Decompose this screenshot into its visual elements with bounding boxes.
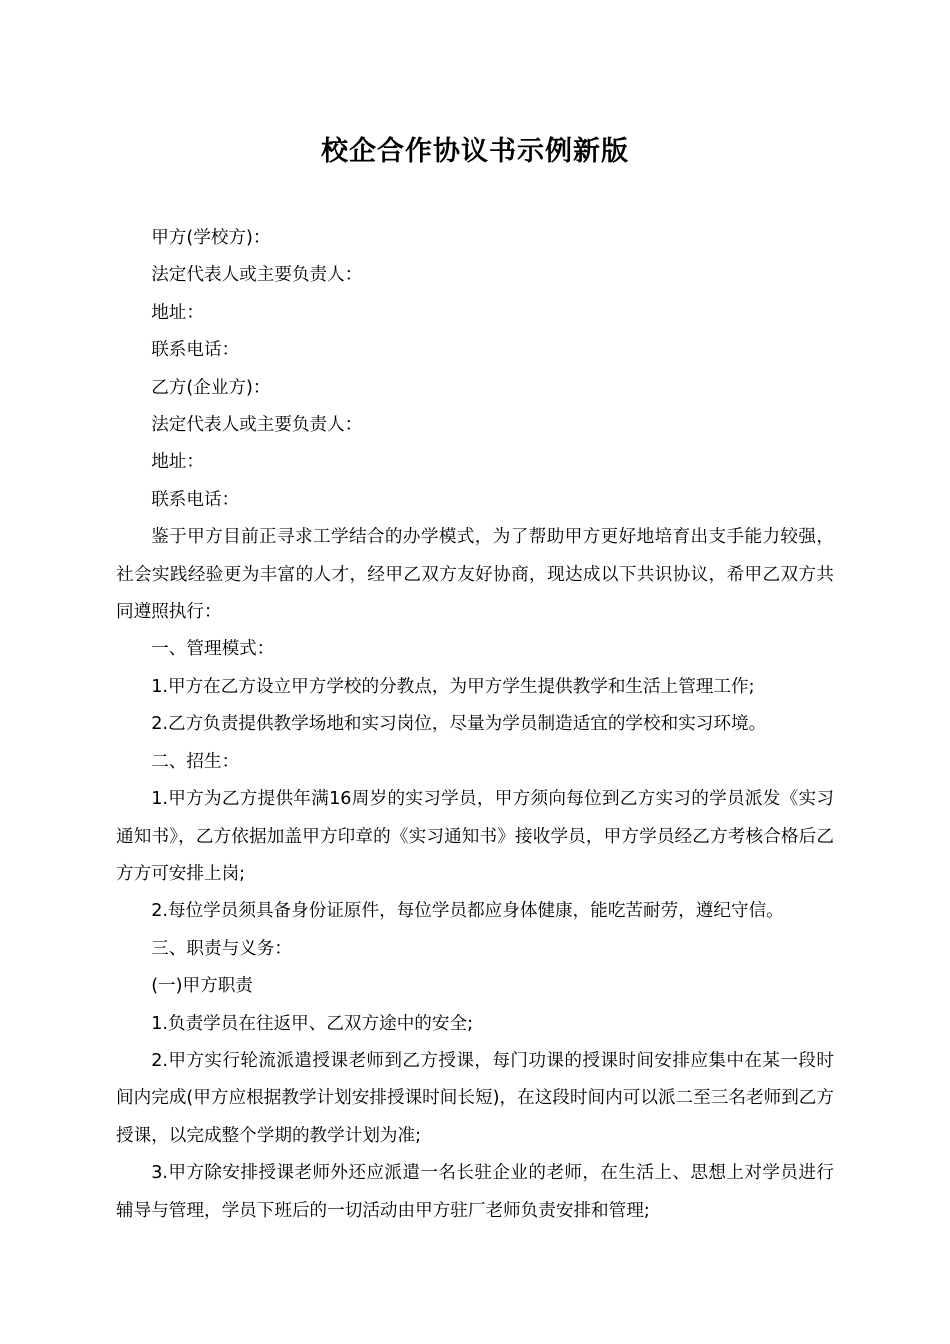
party-b-address: 地址： xyxy=(151,452,204,473)
management-clause-2: 2.乙方负责提供教学场地和实习岗位，尽量为学员制造适宜的学校和实习环境。 xyxy=(151,714,767,735)
duty-clause-2: 2.甲方实行轮流派遣授课老师到乙方授课，每门功课的授课时间安排应集中在某一段时间内完成(甲方应根据教学计划安排授课时间长短)，在这段时间内可以派二至三名老师到乙方授课，以完成整个学期的教学计划为准; xyxy=(116,1050,834,1146)
subsection-heading-party-a-duties: (一)甲方职责 xyxy=(151,976,253,997)
duty-clause-1: 1.负责学员在往返甲、乙双方途中的安全; xyxy=(151,1013,473,1034)
party-b-label: 乙方(企业方)： xyxy=(151,377,271,398)
duty-clause-3: 3.甲方除安排授课老师外还应派遣一名长驻企业的老师，在生活上、思想上对学员进行辅导与管理，学员下班后的一切活动由甲方驻厂老师负责安排和管理; xyxy=(116,1163,834,1221)
party-b-representative: 法定代表人或主要负责人： xyxy=(151,415,363,436)
document-title: 校企合作协议书示例新版 xyxy=(321,136,629,167)
section-heading-enrollment: 二、招生： xyxy=(151,751,240,772)
party-a-representative: 法定代表人或主要负责人： xyxy=(151,265,363,286)
preamble-paragraph: 鉴于甲方目前正寻求工学结合的办学模式，为了帮助甲方更好地培育出支手能力较强，社会实践经验更为丰富的人才，经甲乙双方友好协商，现达成以下共识协议，希甲乙双方共同遵照执行： xyxy=(116,527,834,623)
section-heading-duties: 三、职责与义务： xyxy=(151,938,292,959)
party-a-phone: 联系电话： xyxy=(151,340,240,361)
enrollment-clause-1: 1.甲方为乙方提供年满16周岁的实习学员，甲方须向每位到乙方实习的学员派发《实习通知书》，乙方依据加盖甲方印章的《实习通知书》接收学员，甲方学员经乙方考核合格后乙方方可安排上岗; xyxy=(116,789,834,884)
enrollment-clause-2: 2.每位学员须具备身份证原件，每位学员都应身体健康，能吃苦耐劳，遵纪守信。 xyxy=(151,901,784,922)
party-b-phone: 联系电话： xyxy=(151,489,240,510)
party-a-address: 地址： xyxy=(151,302,204,323)
management-clause-1: 1.甲方在乙方设立甲方学校的分教点，为甲方学生提供教学和生活上管理工作; xyxy=(151,676,755,697)
party-a-label: 甲方(学校方)： xyxy=(151,228,271,248)
document-body xyxy=(116,220,834,1230)
section-heading-management: 一、管理模式： xyxy=(151,639,275,660)
